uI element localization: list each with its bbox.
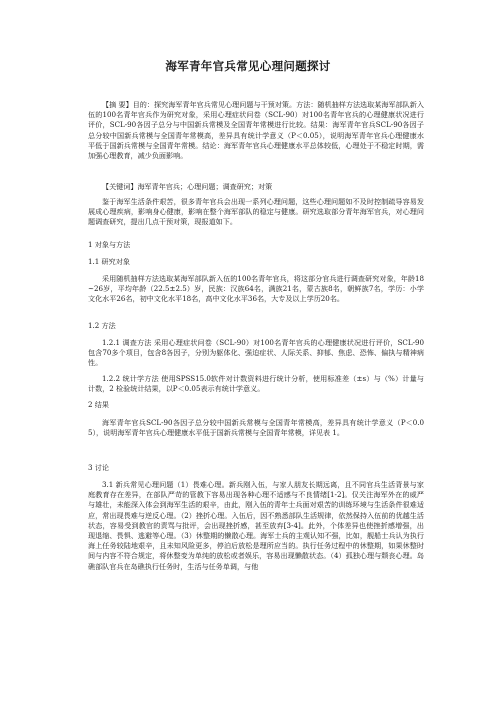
- section-heading-2: 2 结果: [88, 400, 109, 409]
- discussion-paragraph: 3.1 新兵常见心理问题（1）畏难心理。新兵刚入伍，与家人朋友长期远离，且不同官兵生活背景与家庭教育存在差异，在部队严苛的管教下容易出现各种心理不适感与不良情绪[1-2]。仅关注海军外在的威严与雄壮，未能深入体会到海军生活的艰辛，由此，刚入伍的青年士兵面对艰苦的训练环境与生活条件很难适应，常出现畏难与逆反心理。（2）挫折心理。入伍后，因不熟悉部队生活规律，依然保持入伍前的优越生活状态，容易受到教官的责骂与批评，会出现挫折感，甚至放弃[3-4]。此外，个体差异也使挫折感增强，出现退缩、畏惧、逃避等心理。（3）休整期的懒散心理。海军士兵的主观认知不强，比如，舰船士兵认为执行海上任务较陆地艰辛，且未知风险更多，停泊后放松是理所应当的。执行任务过程中的休整期，如果休整时间与内容不符合规定，将休整变为单纯的放松或者娱乐，容易出现懒散状态。（4）孤独心理与颓丧心理。岛礁部队官兵在岛礁执行任务时，生活与任务单调，与他: [88, 480, 424, 571]
- section-heading-1-1: 1.1 研究对象: [88, 257, 130, 266]
- subjects-paragraph: 采用随机抽样方法选取某海军部队新入伍的100名青年官兵，将这部分官兵进行调查研究对象，年龄18~26岁，平均年龄（22.5±2.5）岁，民族：汉族64名，满族21名，蒙古族8名，朝鲜族7名，学历：小学文化水平26名，初中文化水平18名，高中文化水平36名，大专及以上学历20名。: [88, 274, 424, 304]
- intro-paragraph: 鉴于海军生活条件艰苦，很多青年官兵会出现一系列心理问题，这些心理问题如不及时控制疏导容易发展成心理疾病，影响身心健康，影响在整个海军部队的稳定与健康。研究选取部分青年海军官兵，对心理问题调查研究，提出几点干预对策，现报道如下。: [88, 197, 424, 227]
- results-paragraph: 海军青年官兵SCL-90各因子总分较中国新兵常模与全国青年常模高，差异具有统计学意义（P＜0.05），说明海军青年官兵心理健康水平低于国新兵常模与全国青年常模，详见表 1。: [88, 418, 424, 438]
- keywords-line: 【关键词】海军青年官兵；心理问题；调查研究；对策: [102, 182, 273, 191]
- section-heading-3: 3 讨论: [88, 463, 109, 472]
- abstract-paragraph: 【摘 要】目的：探究海军青年官兵常见心理问题与干预对策。方法：随机抽样方法选取某海军部队新入伍的100名青年官兵作为研究对象，采用心理症状问卷（SCL-90）对100名青年官兵的心理健康状况进行评价，SCL-90各因子总分与中国新兵常模及全国青年常模进行比较。结果：海军青年官兵SCL-90各因子总分较中国新兵常模与全国青年常模高，差异具有统计学意义（P＜0.05），说明海军青年官兵心理健康水平低于国新兵常模与全国青年常模。结论：海军青年官兵心理健康水平总体较低，心理处于不稳定时期，需加强心理教育，减少负面影响。: [88, 100, 424, 161]
- survey-method-paragraph: 1.2.1 调查方法 采用心理症状问卷（SCL-90）对100名青年官兵的心理健康状况进行评价，SCL-90包含70多个项目，包含8各因子，分别为躯体化、强迫症状、人际关系、抑郁、焦虑、恐怖、偏执与精神病性。: [88, 338, 424, 368]
- section-heading-1: 1 对象与方法: [88, 240, 131, 249]
- page-title: 海军青年官兵常见心理问题探讨: [165, 59, 331, 73]
- statistics-method-paragraph: 1.2.2 统计学方法 使用SPSS15.0软件对计数资料进行统计分析，使用标准差（±s）与（%）计量与计数，2 检验统计结果，以P＜0.05表示有统计学意义。: [88, 374, 424, 394]
- section-heading-1-2: 1.2 方法: [88, 321, 116, 330]
